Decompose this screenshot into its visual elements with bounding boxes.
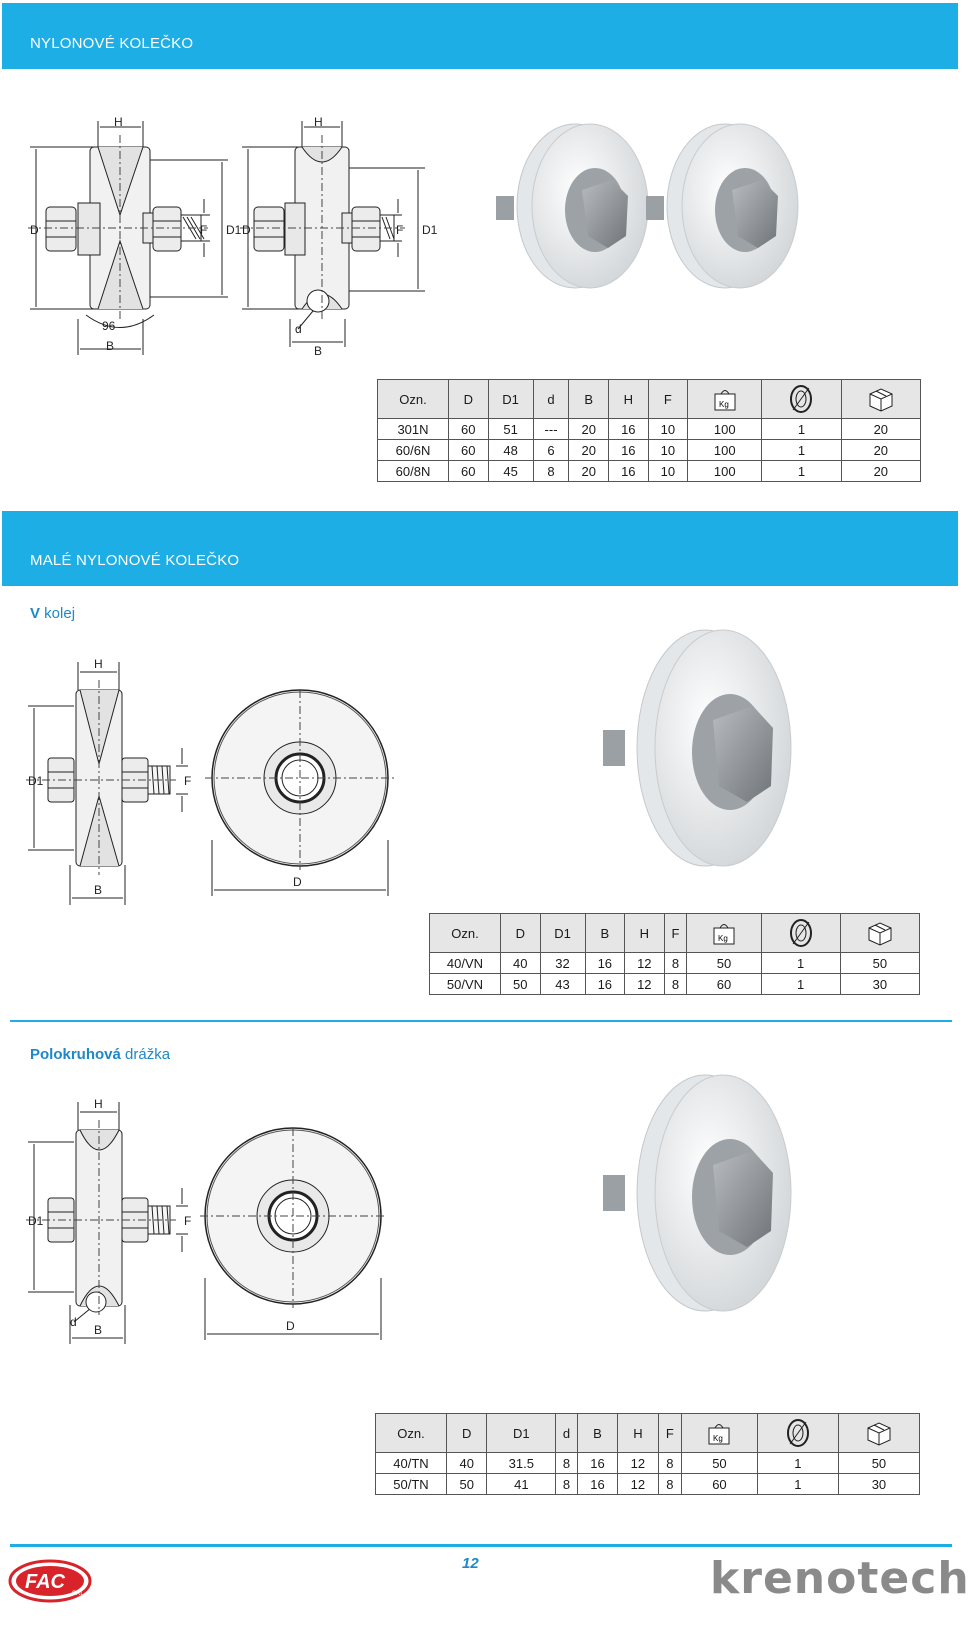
col-header: d xyxy=(533,380,569,419)
technical-drawing-v-wheel xyxy=(28,115,242,360)
dim-label-d1: D1 xyxy=(28,774,44,788)
dim-label-angle: 96 xyxy=(102,319,116,333)
section-title: NYLONOVÉ KOLEČKO xyxy=(30,35,194,52)
table-header-row xyxy=(376,1414,920,1453)
table-row: 60/6N 60 48 6 20 16 10 100 1 20 xyxy=(378,440,921,461)
section-divider xyxy=(10,1020,952,1022)
col-header: D1 xyxy=(487,1414,556,1453)
technical-drawing-small-round-wheel-front xyxy=(200,1128,390,1346)
dim-label-small-d: d xyxy=(295,322,302,336)
col-header: H xyxy=(609,380,649,419)
dim-label-h: H xyxy=(94,657,103,671)
dim-label-h: H xyxy=(114,115,123,129)
dim-label-small-d: d xyxy=(70,1315,77,1329)
col-header: H xyxy=(618,1414,658,1453)
product-photo-small-v-wheel xyxy=(605,620,820,875)
bearing-icon xyxy=(761,914,840,953)
col-header: D1 xyxy=(488,380,533,419)
table-row: 50/VN 50 43 16 12 8 60 1 30 xyxy=(430,974,920,995)
svg-text:Kg: Kg xyxy=(718,934,728,943)
product-photo-nylon-wheels xyxy=(500,118,830,303)
col-header: F xyxy=(658,1414,681,1453)
col-header: D1 xyxy=(540,914,585,953)
technical-drawing-small-round-wheel xyxy=(26,1097,196,1345)
dim-label-b: B xyxy=(314,344,323,358)
dim-label-h: H xyxy=(314,115,323,129)
col-header: Ozn. xyxy=(378,380,449,419)
spec-table-nylon-wheel xyxy=(377,379,921,482)
svg-text:SRL: SRL xyxy=(72,1591,84,1597)
technical-drawing-small-v-wheel-front xyxy=(205,690,395,905)
page-number: 12 xyxy=(462,1555,479,1572)
dim-label-b: B xyxy=(106,339,115,353)
product-photo-small-round-wheel xyxy=(605,1065,820,1320)
wheel-photo-1 xyxy=(496,124,648,288)
weight-icon xyxy=(688,380,762,419)
bearing-icon xyxy=(757,1414,838,1453)
dim-label-d1: D1 xyxy=(422,223,438,237)
dim-label-d: D xyxy=(286,1319,295,1333)
svg-text:Kg: Kg xyxy=(713,1434,724,1443)
section-title: MALÉ NYLONOVÉ KOLEČKO xyxy=(30,552,240,569)
dim-label-f: F xyxy=(396,223,404,237)
subsection-title-round-groove: Polokruhová drážka xyxy=(30,1046,171,1063)
col-header: B xyxy=(569,380,609,419)
krenotech-logo: krenotech xyxy=(710,1553,970,1604)
section-header-small-nylon-wheel xyxy=(2,511,958,586)
weight-icon xyxy=(682,1414,758,1453)
dim-label-f: F xyxy=(200,223,208,237)
technical-drawing-small-v-wheel xyxy=(26,657,196,905)
table-header-row xyxy=(378,380,921,419)
dim-label-d1: D1 xyxy=(28,1214,44,1228)
dim-label-d: D xyxy=(30,223,39,237)
technical-drawing-round-wheel xyxy=(240,115,440,360)
col-header: D xyxy=(447,1414,487,1453)
subsection-title-v-rail: V kolej xyxy=(30,605,76,622)
dim-label-f: F xyxy=(184,1214,192,1228)
col-header: H xyxy=(625,914,665,953)
dim-label-b: B xyxy=(94,883,103,897)
footer-divider xyxy=(10,1544,952,1547)
spec-table-small-round-wheel xyxy=(375,1413,920,1495)
col-header: Ozn. xyxy=(430,914,501,953)
col-header: D xyxy=(501,914,541,953)
svg-text:FAC: FAC xyxy=(25,1571,65,1593)
table-row: 50/TN 50 41 8 16 12 8 60 1 30 xyxy=(376,1474,920,1495)
table-header-row xyxy=(430,914,920,953)
table-row: 40/TN 40 31.5 8 16 12 8 50 1 50 xyxy=(376,1453,920,1474)
col-header: F xyxy=(648,380,688,419)
col-header: Ozn. xyxy=(376,1414,447,1453)
table-row: 301N 60 51 --- 20 16 10 100 1 20 xyxy=(378,419,921,440)
svg-text:Kg: Kg xyxy=(718,400,729,409)
table-row: 60/8N 60 45 8 20 16 10 100 1 20 xyxy=(378,461,921,482)
spec-table-small-v-wheel xyxy=(429,913,920,995)
dim-label-h: H xyxy=(94,1097,103,1111)
bearing-icon xyxy=(762,380,841,419)
col-header: D xyxy=(449,380,489,419)
fac-logo xyxy=(8,1557,94,1605)
dim-label-b: B xyxy=(94,1323,103,1337)
dim-label-d: D xyxy=(242,223,251,237)
package-icon xyxy=(838,1414,919,1453)
section-header-nylon-wheel xyxy=(2,3,958,69)
col-header: d xyxy=(556,1414,578,1453)
weight-icon xyxy=(687,914,761,953)
dim-label-d1: D1 xyxy=(226,223,242,237)
dim-label-d: D xyxy=(293,875,302,889)
col-header: F xyxy=(664,914,687,953)
dim-label-f: F xyxy=(184,774,192,788)
col-header: B xyxy=(585,914,625,953)
wheel-photo-2 xyxy=(646,124,798,288)
table-row: 40/VN 40 32 16 12 8 50 1 50 xyxy=(430,953,920,974)
package-icon xyxy=(840,914,919,953)
col-header: B xyxy=(577,1414,617,1453)
package-icon xyxy=(841,380,920,419)
